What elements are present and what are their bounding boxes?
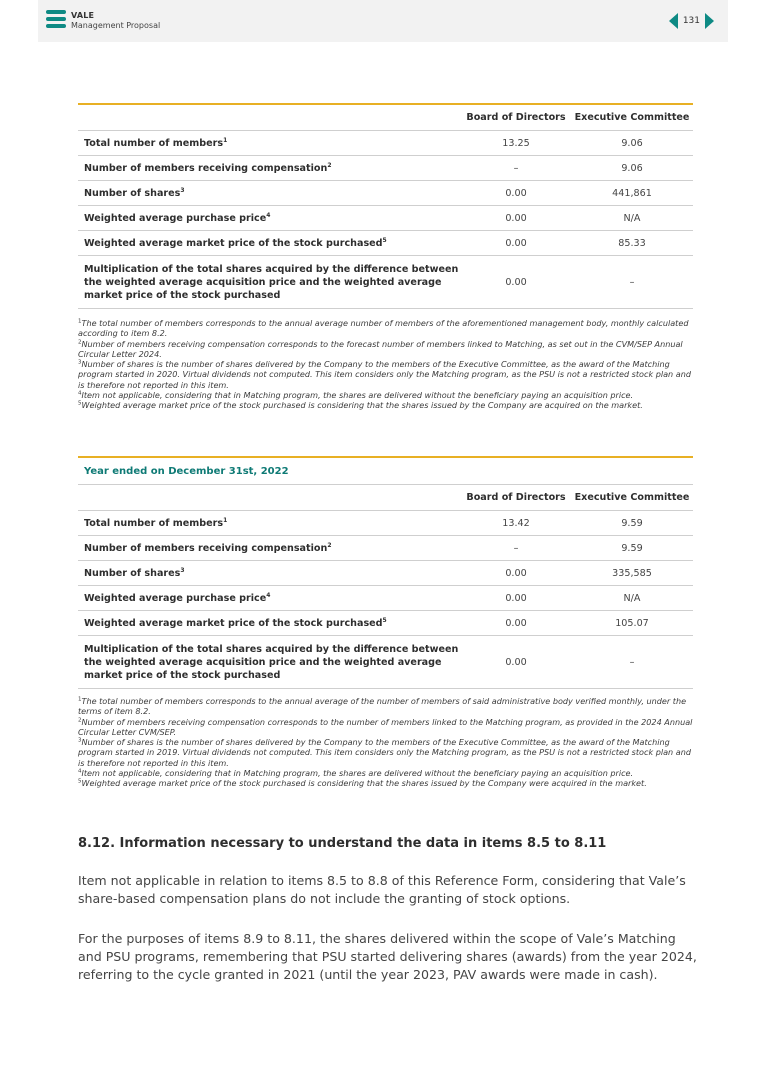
footnote: $^5$Weighted average market price of the stock purchased is considering that the shares issued by the Company are acquired on the market. (78, 400, 643, 411)
footnote: $^3$Number of shares is the number of shares delivered by the Company to the members of the Executive Committee, as the award of the Matching program started in 2020. Virtual dividends not computed. This item considers only the Matching program, as the PSU is not a restricted stock plan and is therefore not reported in this item. (78, 359, 691, 390)
executive-value: – (629, 656, 635, 668)
row-label: Number of members receiving compensation (84, 162, 328, 174)
footnote: $^1$The total number of members corresponds to the annual average number of members of the aforementioned management body, monthly calculated according to item 8.2. (78, 318, 689, 339)
column-header-board: Board of Directors (466, 492, 566, 503)
footnote-ref: 1 (223, 516, 228, 524)
next-page-icon[interactable] (705, 13, 714, 29)
row-label: Weighted average market price of the stock purchased (84, 617, 383, 629)
table-row (78, 156, 693, 181)
row-label: Total number of members (84, 517, 224, 529)
section-paragraph: Item not applicable in relation to items 8.5 to 8.8 of this Reference Form, considering that Vale’s share-based compensation plans do not include the granting of stock options. (78, 873, 686, 906)
footnote-ref: 4 (266, 211, 271, 219)
page-navigation (669, 13, 714, 29)
executive-value: 335,585 (612, 567, 652, 579)
board-value: 0.00 (505, 656, 527, 668)
document-subtitle: Management Proposal (71, 21, 161, 30)
footnotes-table-2022 (78, 696, 693, 789)
row-label: Weighted average purchase price (84, 212, 267, 224)
board-value: 13.25 (502, 137, 530, 149)
compensation-table-2022 (78, 456, 693, 689)
executive-value: 9.59 (621, 542, 643, 554)
footnote-ref: 2 (327, 161, 332, 169)
column-header-executive: Executive Committee (574, 112, 690, 123)
previous-page-icon[interactable] (669, 13, 678, 29)
executive-value: 9.59 (621, 517, 643, 529)
row-label: Total number of members (84, 137, 224, 149)
table-row (78, 181, 693, 206)
table-row (78, 206, 693, 231)
page-header (38, 0, 728, 42)
table-row (78, 231, 693, 256)
table-header-row (78, 105, 693, 131)
row-label: Multiplication of the total shares acquired by the difference between the weighted average acquisition price and the weighted average market price of the stock purchased (84, 643, 459, 681)
board-value: – (513, 542, 519, 554)
board-value: 0.00 (505, 237, 527, 249)
vale-logo-icon (46, 10, 66, 30)
table-row (78, 586, 693, 611)
executive-value: – (629, 276, 635, 288)
page-number: 131 (682, 16, 700, 26)
table-header-row (78, 485, 693, 511)
executive-value: 9.06 (621, 137, 643, 149)
table-row (78, 511, 693, 536)
board-value: 0.00 (505, 276, 527, 288)
board-value: 0.00 (505, 212, 527, 224)
executive-value: 85.33 (618, 237, 646, 249)
board-value: 0.00 (505, 617, 527, 629)
section-paragraph: For the purposes of items 8.9 to 8.11, the shares delivered within the scope of Vale’s Matching and PSU programs, remembering that PSU started delivering shares (awards) from the year 2024, referring to the cycle granted in 2021 (until the year 2023, PAV awards were made in cash). (78, 931, 697, 982)
executive-value: N/A (623, 212, 641, 224)
footnote: $^4$Item not applicable, considering that in Matching program, the shares are delivered without the beneficiary paying an acquisition price. (78, 768, 634, 779)
table-row (78, 256, 693, 309)
executive-value: N/A (623, 592, 641, 604)
table-row (78, 131, 693, 156)
board-value: 0.00 (505, 592, 527, 604)
executive-value: 441,861 (612, 187, 652, 199)
table-row (78, 536, 693, 561)
column-header-executive: Executive Committee (574, 492, 690, 503)
column-header-board: Board of Directors (466, 112, 566, 123)
row-label: Number of members receiving compensation (84, 542, 328, 554)
row-label: Weighted average purchase price (84, 592, 267, 604)
executive-value: 105.07 (615, 617, 649, 629)
section-heading: 8.12. Information necessary to understand the data in items 8.5 to 8.11 (78, 836, 607, 851)
footnote: $^2$Number of members receiving compensation corresponds to the forecast number of members linked to Matching, as set out in the CVM/SEP Annual Circular Letter 2024. (78, 338, 683, 359)
table-row (78, 561, 693, 586)
row-label: Number of shares (84, 567, 181, 579)
footnotes-table-2023 (78, 318, 693, 411)
row-label: Weighted average market price of the stock purchased (84, 237, 383, 249)
row-label: Number of shares (84, 187, 181, 199)
row-label: Multiplication of the total shares acquired by the difference between the weighted average acquisition price and the weighted average market price of the stock purchased (84, 263, 459, 301)
footnote-ref: 2 (327, 541, 332, 549)
brand-name: VALE (71, 11, 95, 20)
table-caption: Year ended on December 31st, 2022 (78, 458, 693, 485)
footnote: $^5$Weighted average market price of the stock purchased is considering that the shares issued by the Company were acquired in the market. (78, 778, 647, 789)
compensation-table-2023 (78, 103, 693, 309)
footnote-ref: 5 (382, 616, 387, 624)
footnote: $^1$The total number of members corresponds to the annual average of the number of members of said administrative body verified monthly, under the terms of item 8.2. (78, 696, 687, 717)
footnote: $^3$Number of shares is the number of shares delivered by the Company to the members of the Executive Committee, as the award of the Matching program started in 2019. Virtual dividends not computed. This item considers only the Matching program, as the PSU is not a restricted stock plan and is therefore not reported in this item. (78, 737, 691, 768)
board-value: – (513, 162, 519, 174)
footnote-ref: 3 (180, 566, 185, 574)
footnote: $^2$Number of members receiving compensation corresponds to the number of members linked to the Matching program, as provided in the 2024 Annual Circular Letter CVM/SEP. (78, 716, 693, 737)
table-row (78, 636, 693, 689)
footnote-ref: 1 (223, 136, 228, 144)
table-row (78, 611, 693, 636)
board-value: 0.00 (505, 187, 527, 199)
footnote-ref: 3 (180, 186, 185, 194)
board-value: 13.42 (502, 517, 530, 529)
footnote-ref: 4 (266, 591, 271, 599)
footnote-ref: 5 (382, 236, 387, 244)
board-value: 0.00 (505, 567, 527, 579)
executive-value: 9.06 (621, 162, 643, 174)
footnote: $^4$Item not applicable, considering that in Matching program, the shares are delivered without the beneficiary paying an acquisition price. (78, 390, 634, 401)
